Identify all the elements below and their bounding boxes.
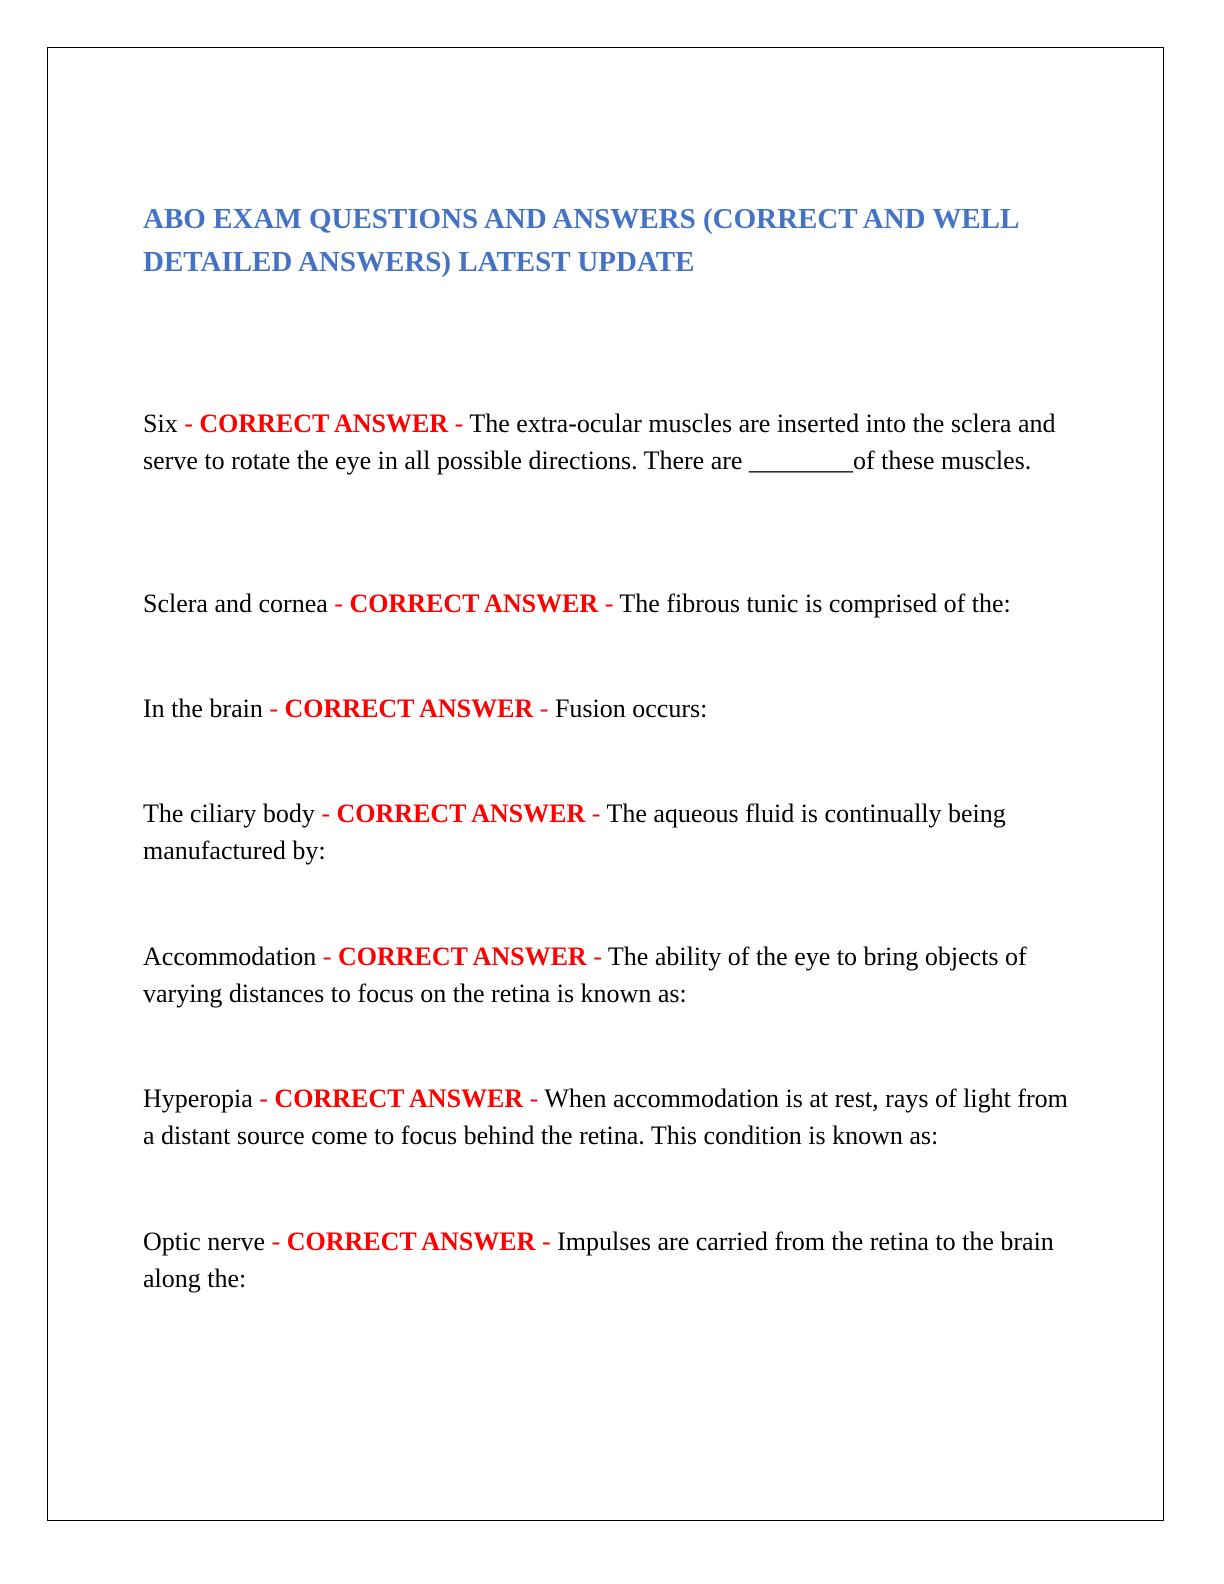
- separator: -: [322, 942, 332, 971]
- separator: -: [539, 694, 549, 723]
- answer-text: Accommodation: [143, 942, 317, 971]
- separator: -: [271, 1227, 281, 1256]
- answer-text: Hyperopia: [143, 1084, 253, 1113]
- document-title: ABO EXAM QUESTIONS AND ANSWERS (CORRECT AND WELL DETAILED ANSWERS) LATEST UPDATE: [143, 203, 1018, 278]
- answer-text: In the brain: [143, 694, 263, 723]
- qa-item-5: [143, 938, 1083, 1012]
- separator: -: [604, 589, 614, 618]
- separator: -: [529, 1084, 539, 1113]
- separator: -: [454, 409, 464, 438]
- question-text: Fusion occurs:: [554, 694, 708, 723]
- correct-answer-label: CORRECT ANSWER: [286, 1227, 536, 1256]
- separator: -: [334, 589, 343, 618]
- answer-text: Sclera and cornea: [143, 589, 328, 618]
- question-text: Impulses are carried from the retina to the brain along the:: [143, 1227, 1054, 1293]
- separator: -: [269, 694, 279, 723]
- qa-item-6: [143, 1080, 1083, 1154]
- separator: -: [321, 799, 331, 828]
- answer-text: The ciliary body: [143, 799, 315, 828]
- question-text: The extra-ocular muscles are inserted into the sclera and serve to rotate the eye in all possible directions. There are ________of these muscles.: [143, 409, 1056, 475]
- question-text: The ability of the eye to bring objects of varying distances to focus on the retina is known as:: [143, 942, 1027, 1008]
- separator: -: [591, 799, 601, 828]
- qa-item-2: [143, 585, 1083, 622]
- question-text: The fibrous tunic is comprised of the:: [619, 589, 1011, 618]
- qa-item-3: [143, 690, 1083, 727]
- separator: -: [184, 409, 193, 438]
- question-text: When accommodation is at rest, rays of light from a distant source come to focus behind the retina. This condition is known as:: [143, 1084, 1068, 1150]
- separator: -: [593, 942, 602, 971]
- separator: -: [259, 1084, 268, 1113]
- question-text: The aqueous fluid is continually being manufactured by:: [143, 799, 1006, 865]
- correct-answer-label: CORRECT ANSWER: [274, 1084, 524, 1113]
- qa-item-1: [143, 405, 1083, 479]
- answer-text: Six: [143, 409, 178, 438]
- correct-answer-label: CORRECT ANSWER: [336, 799, 586, 828]
- answer-text: Optic nerve: [143, 1227, 266, 1256]
- correct-answer-label: CORRECT ANSWER: [199, 409, 449, 438]
- qa-item-4: [143, 795, 1083, 869]
- correct-answer-label: CORRECT ANSWER: [337, 942, 587, 971]
- separator: -: [541, 1227, 551, 1256]
- qa-item-7: [143, 1223, 1083, 1297]
- correct-answer-label: CORRECT ANSWER: [349, 589, 599, 618]
- correct-answer-label: CORRECT ANSWER: [284, 694, 534, 723]
